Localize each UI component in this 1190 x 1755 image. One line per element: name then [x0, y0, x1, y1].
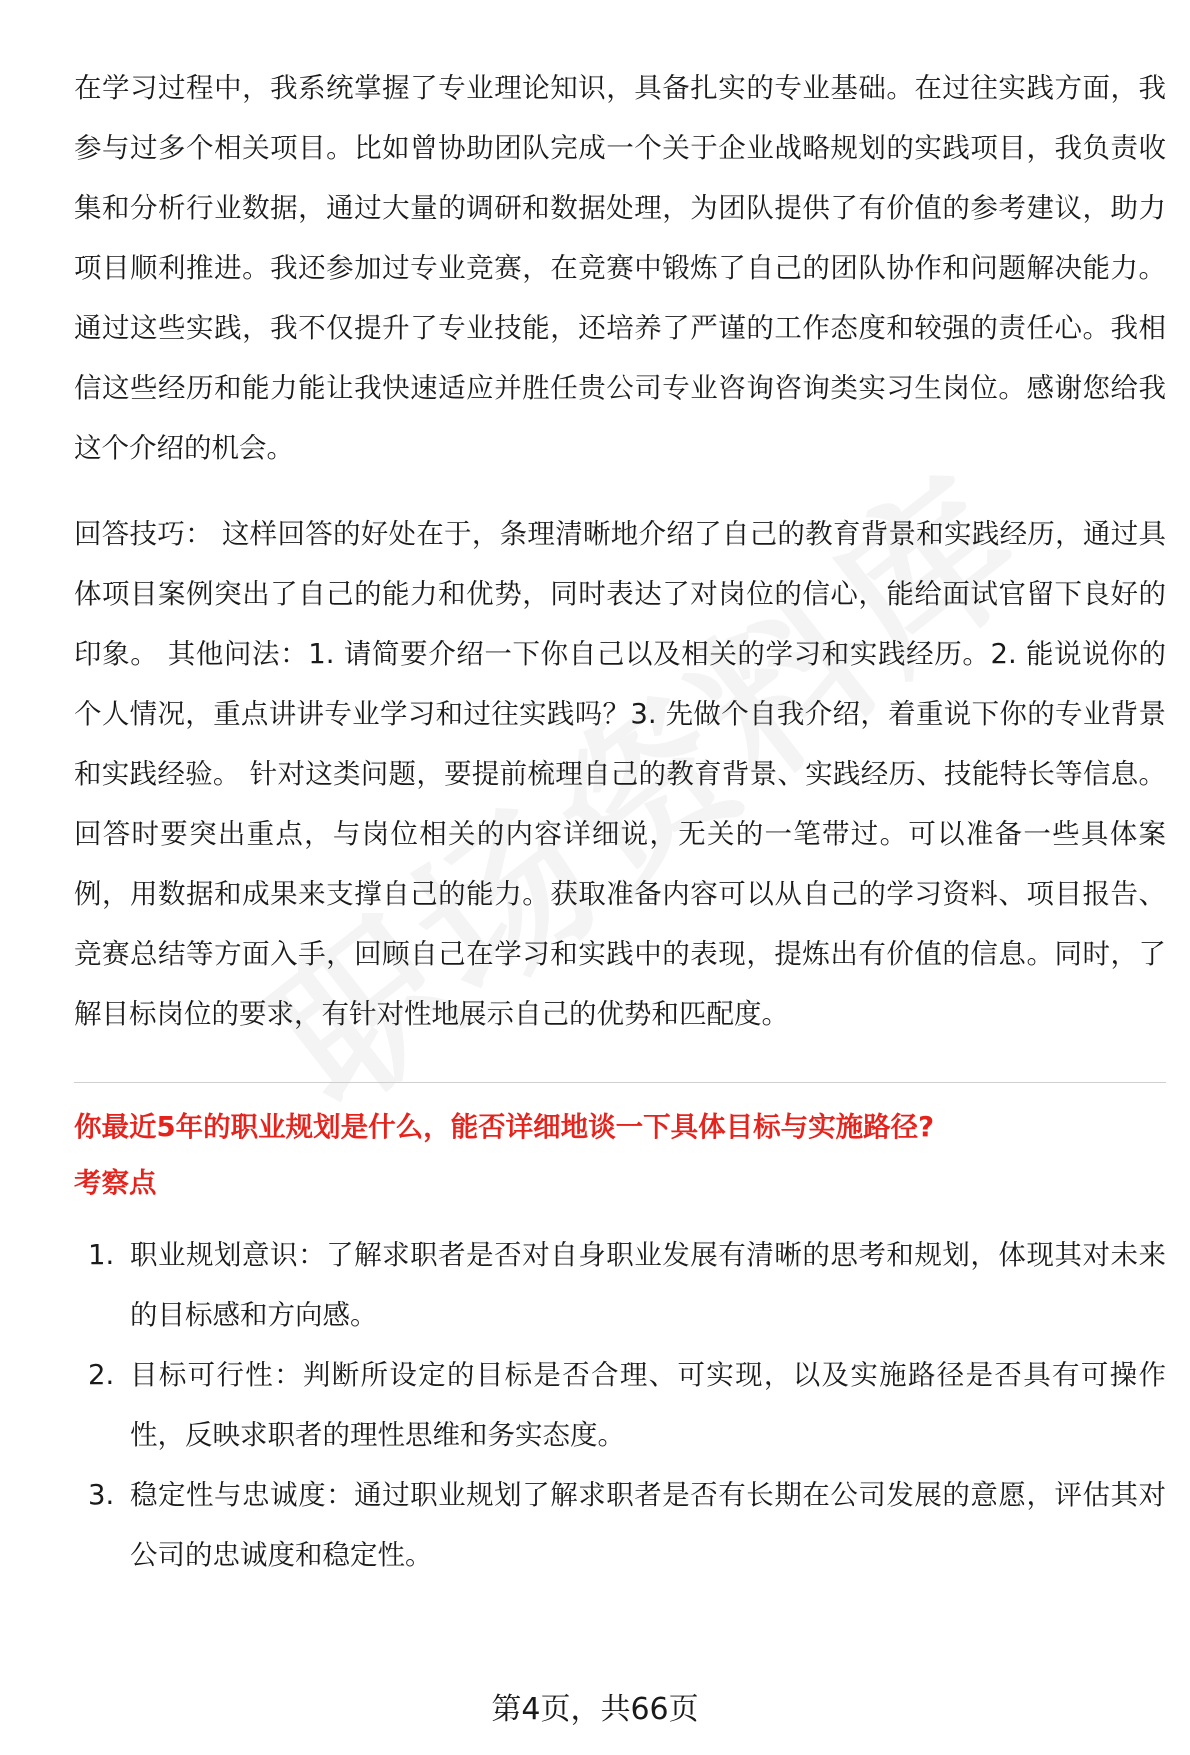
answer-tips-paragraph: 回答技巧： 这样回答的好处在于，条理清晰地介绍了自己的教育背景和实践经历，通过具体项目案例突出了自己的能力和优势，同时表达了对岗位的信心，能给面试官留下良好的印象。 其他问法：1. 请简要介绍一下你自己以及相关的学习和实践经历。2. 能说说你的个人情况，重点讲讲专业学习和过往实践吗？3. 先做个自我介绍，着重说下你的专业背景和实践经验。 针对这类问题，要提前梳理自己的教育背景、实践经历、技能特长等信息。回答时要突出重点，与岗位相关的内容详细说，无关的一笔带过。可以准备一些具体案例，用数据和成果来支撑自己的能力。获取准备内容可以从自己的学习资料、项目报告、竞赛总结等方面入手，回顾自己在学习和实践中的表现，提炼出有价值的信息。同时，了解目标岗位的要求，有针对性地展示自己的优势和匹配度。 [74, 518, 1166, 1030]
list-item-text: 目标可行性：判断所设定的目标是否合理、可实现，以及实施路径是否具有可操作性，反映求职者的理性思维和务实态度。 [130, 1359, 1166, 1451]
list-item-text: 稳定性与忠诚度：通过职业规划了解求职者是否有长期在公司发展的意愿，评估其对公司的忠诚度和稳定性。 [130, 1479, 1166, 1571]
interview-question: 你最近5年的职业规划是什么，能否详细地谈一下具体目标与实施路径? [74, 1111, 935, 1143]
document-body [74, 58, 1166, 1585]
list-item-text: 职业规划意识：了解求职者是否对自身职业发展有清晰的思考和规划，体现其对未来的目标感和方向感。 [130, 1239, 1166, 1331]
assessment-points-list [74, 1225, 1166, 1585]
list-item [74, 1345, 1166, 1465]
list-item-number: 1. [88, 1239, 115, 1271]
list-item [74, 1465, 1166, 1585]
list-item [74, 1225, 1166, 1345]
list-item-number: 3. [88, 1479, 115, 1511]
section-label-assessment-points: 考察点 [74, 1167, 157, 1199]
section-divider [74, 1082, 1166, 1083]
page-number: 第4页，共66页 [491, 1692, 699, 1727]
body-paragraph: 在学习过程中，我系统掌握了专业理论知识，具备扎实的专业基础。在过往实践方面，我参与过多个相关项目。比如曾协助团队完成一个关于企业战略规划的实践项目，我负责收集和分析行业数据，通过大量的调研和数据处理，为团队提供了有价值的参考建议，助力项目顺利推进。我还参加过专业竞赛，在竞赛中锻炼了自己的团队协作和问题解决能力。通过这些实践，我不仅提升了专业技能，还培养了严谨的工作态度和较强的责任心。我相信这些经历和能力能让我快速适应并胜任贵公司专业咨询咨询类实习生岗位。感谢您给我这个介绍的机会。 [74, 72, 1166, 464]
list-item-number: 2. [88, 1359, 115, 1391]
